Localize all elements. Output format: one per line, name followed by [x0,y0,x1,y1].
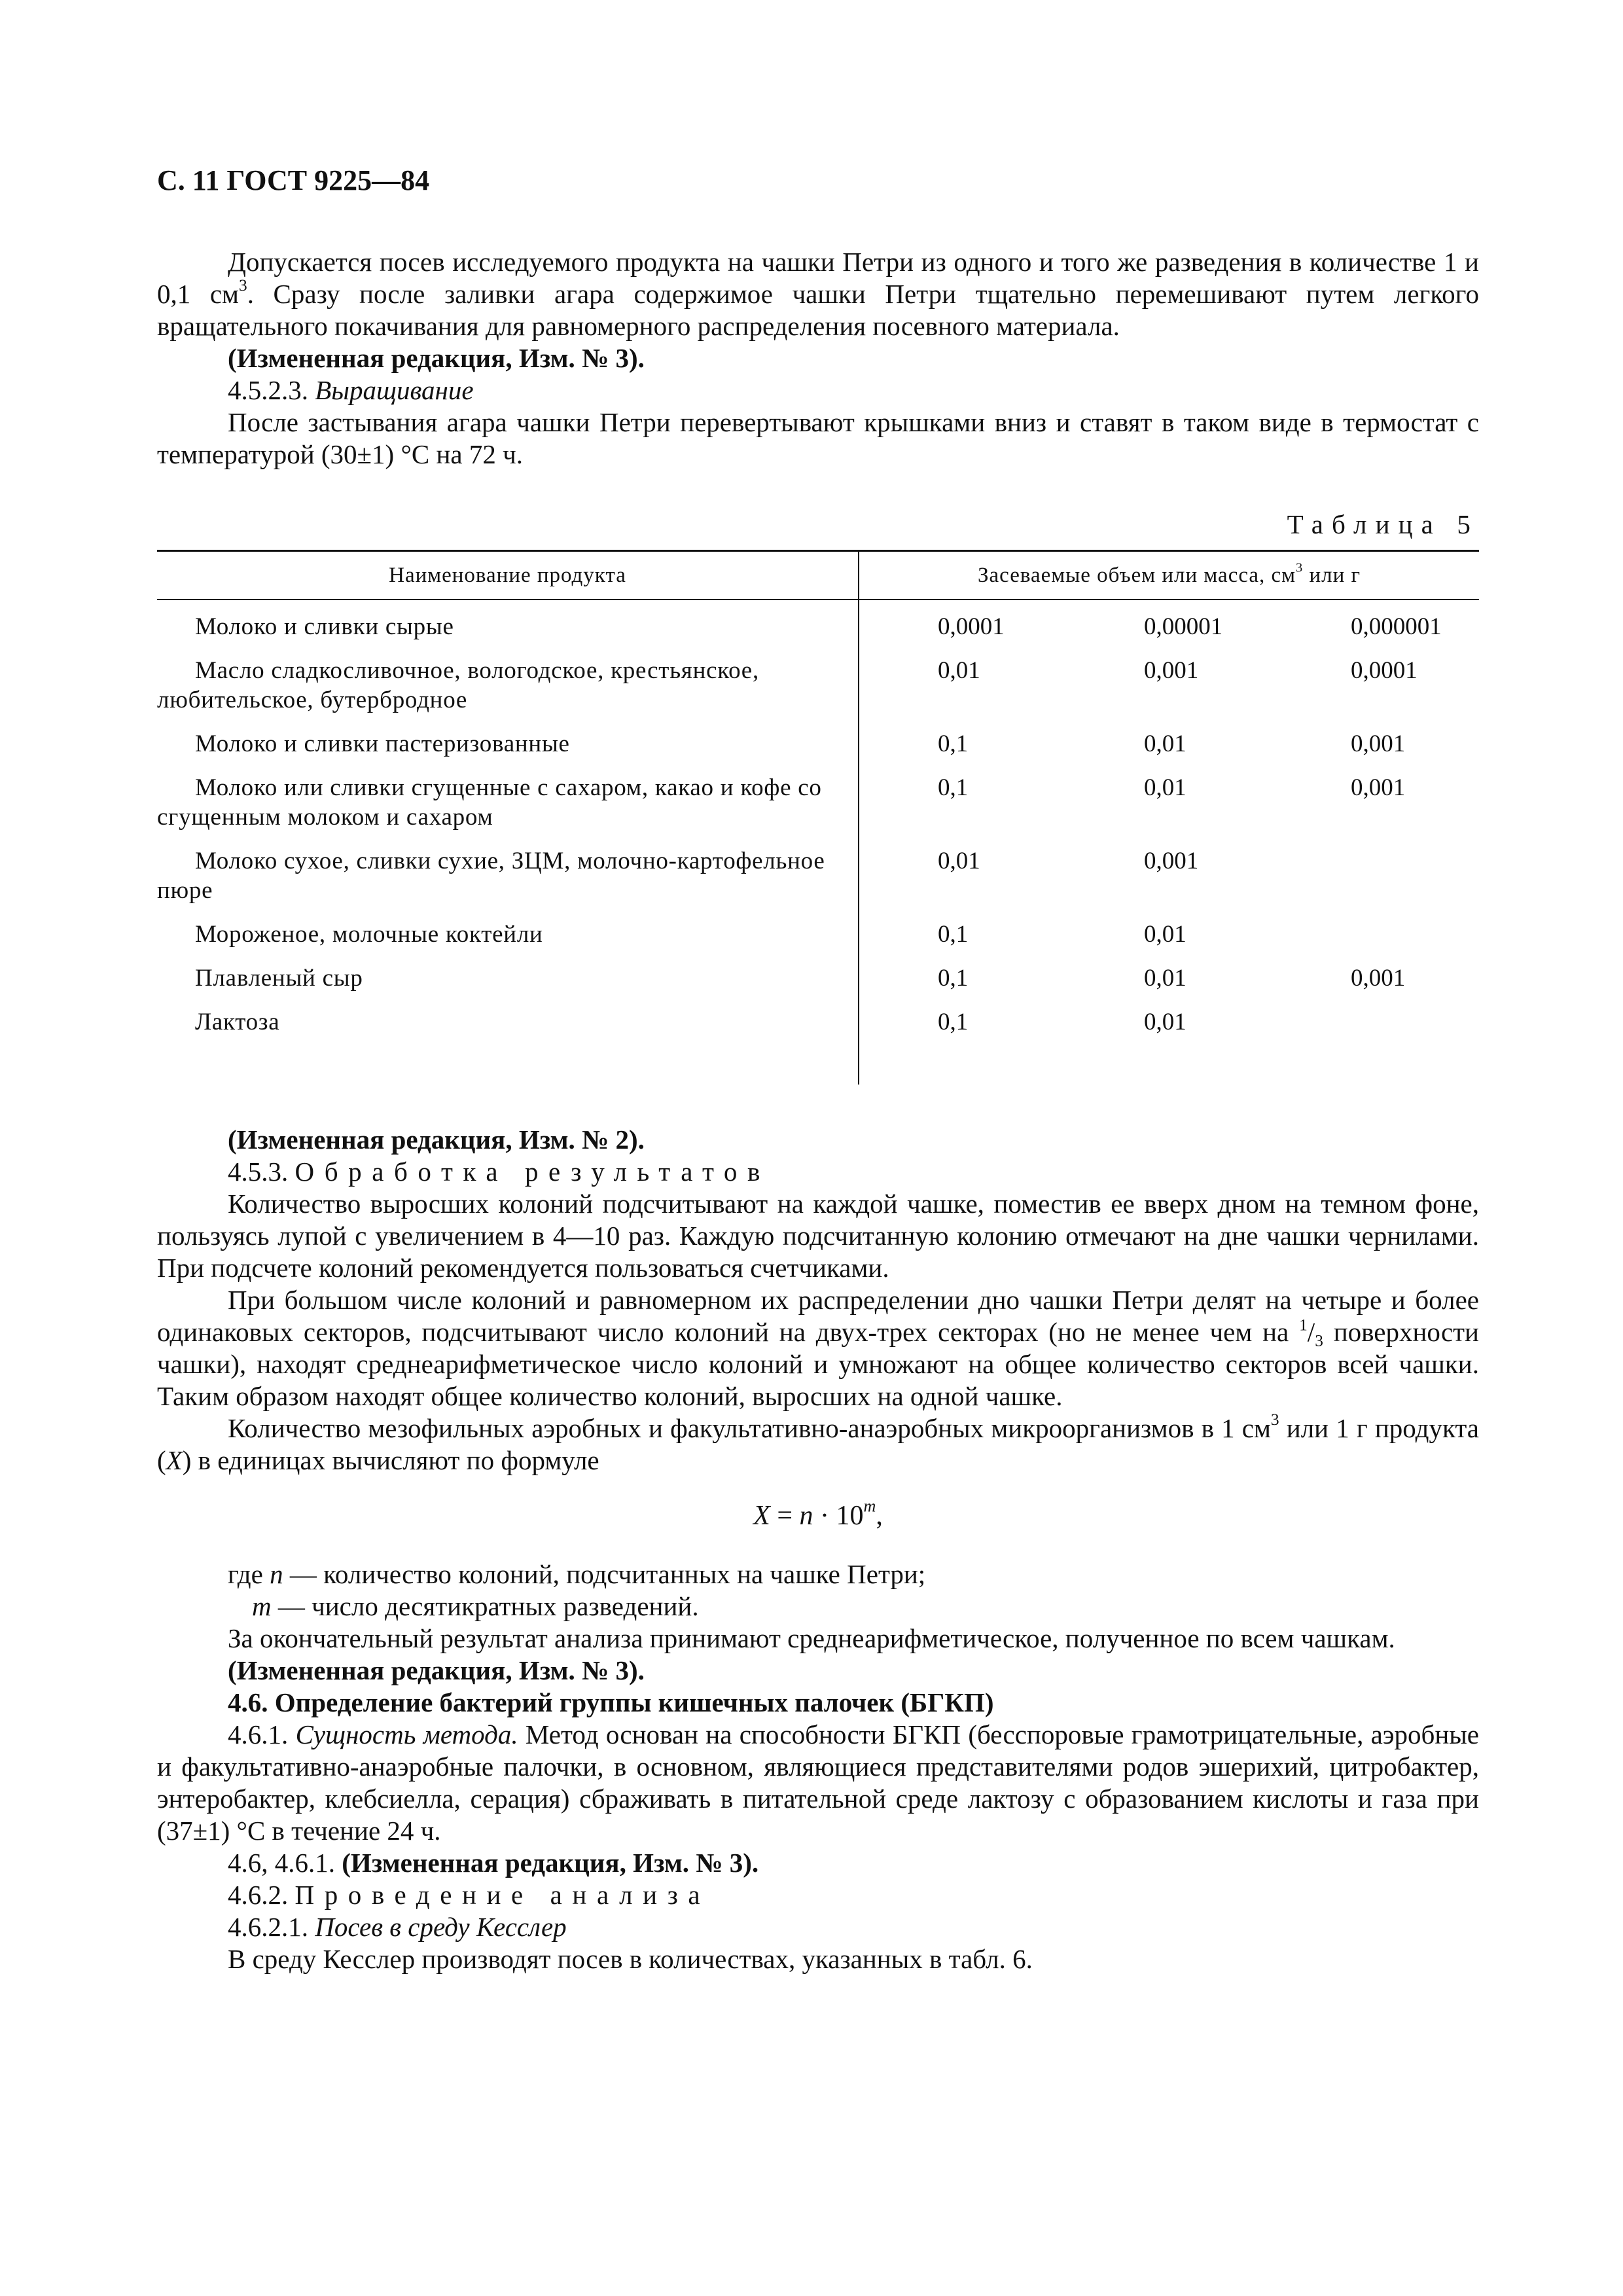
product-name: Молоко и сливки пастеризованные [195,730,570,757]
value-cell: 0,01 [938,848,980,874]
formula-legend-m: m — число десятикратных разведений. [252,1591,699,1621]
value-cell: 0,01 [1144,774,1186,801]
table-row [157,656,1479,729]
amendment-note: 4.6, 4.6.1. (Измененная редакция, Изм. № 3). [228,1848,759,1878]
section-4-5-3: 4.5.3. Обработка результатов [228,1157,770,1187]
product-name: Молоко или сливки сгущенные с сахаром, какао и кофе со сгущенным молоком и сахаром [157,774,822,831]
product-name: Масло сладкосливочное, вологодское, крестьянское, любительское, бутербродное [157,657,759,713]
product-name: Молоко сухое, сливки сухие, ЗЦМ, молочно-картофельное пюре [157,848,825,904]
document-page [157,164,1479,1975]
table-row [157,963,1479,1007]
table-row [157,773,1479,846]
product-name: Лактоза [195,1009,280,1035]
section-4-6-1: 4.6.1. Сущность метода. Метод основан на способности БГКП (бесспоровые грамотрицательные, аэробные и факультативно-анаэробные палочки, в основном, являющиеся представителями родов эшерихий, цитробактер, энтеробактер, клебсиелла, серация) сбраживать в питательной среде лактозу с образованием кислоты и газа при (37±1) °С в течение 24 ч. [157,1719,1480,1846]
value-cell: 0,1 [938,921,969,948]
value-cell: 0,1 [938,730,969,757]
paragraph-colony-count: Количество выросших колоний подсчитывают на каждой чашке, поместив ее вверх дном на темном фоне, пользуясь лупой с увеличением в 4—10 раз. Каждую подсчитанную колонию отмечают на дне чашки чернилами. При подсчете колоний рекомендуется пользоваться счетчиками. [157,1189,1479,1283]
section-4-6-2-1: 4.6.2.1. Посев в среду Кесслер [228,1912,567,1942]
amendment-note: (Измененная редакция, Изм. № 3). [228,343,645,373]
table-row [157,600,1479,656]
value-cell: 0,1 [938,1009,969,1035]
value-cell: 0,001 [1351,774,1406,801]
paragraph-sectors: При большом числе колоний и равномерном их распределении дно чашки Петри делят на четыре и более одинаковых секторов, подсчитывают число колоний на двух-трех секторах (но не менее чем на $^1$/3 поверхности чашки), находят среднеарифметическое число колоний и умножают на общее количество секторов всей чашки. Таким образом находят общее количество колоний, выросших на одной чашке. [157,1285,1479,1411]
value-cell: 0,001 [1144,848,1199,874]
paragraph-formula-intro: Количество мезофильных аэробных и факультативно-анаэробных микроорганизмов в 1 $см^3$ или 1 г продукта (X) в единицах вычисляют по формуле [157,1410,1479,1475]
section-4-5-2-3: 4.5.2.3. Выращивание [228,375,474,405]
value-cell: 0,001 [1351,965,1406,992]
value-cell: 0,1 [938,965,969,992]
paragraph-incubation: После застывания агара чашки Петри перевертывают крышками вниз и ставят в таком виде в термостат с температурой (30±1) °С на 72 ч. [157,407,1479,469]
product-name: Мороженое, молочные коктейли [195,921,543,948]
paragraph-kessler: В среду Кесслер производят посев в количествах, указанных в табл. 6. [228,1944,1033,1974]
value-cell: 0,001 [1144,657,1199,684]
value-cell: 0,1 [938,774,969,801]
value-cell: 0,000001 [1351,613,1442,640]
value-cell: 0,01 [1144,1009,1186,1035]
column-header-values: Засеваемые объем или масса, $см^3$ или г [859,551,1479,600]
amendment-note: (Измененная редакция, Изм. № 2). [228,1124,645,1155]
section-4-6-heading: 4.6. Определение бактерий группы кишечных палочек (БГКП) [228,1687,994,1717]
amendment-note: (Измененная редакция, Изм. № 3). [228,1655,645,1685]
table-header-row [157,551,1479,600]
value-cell: 0,0001 [938,613,1005,640]
table-row [157,1007,1479,1085]
table-5 [157,550,1479,1085]
product-name: Молоко и сливки сырые [195,613,454,640]
value-cell [1272,1007,1479,1085]
table-row [157,920,1479,963]
formula-legend-n: где n — количество колоний, подсчитанных на чашке Петри; [228,1559,926,1589]
value-cell: 0,01 [1144,965,1186,992]
formula: $X = n \cdot 10^m$, [753,1496,883,1531]
table-caption: Таблица 5 [1287,509,1479,539]
column-header-name: Наименование продукта [157,551,859,600]
product-name: Плавленый сыр [195,965,363,992]
value-cell: 0,00001 [1144,613,1223,640]
value-cell [1272,920,1479,963]
value-cell: 0,01 [1144,730,1186,757]
section-4-6-2: 4.6.2. Проведение анализа [228,1880,711,1910]
table-row [157,729,1479,773]
value-cell: 0,001 [1351,730,1406,757]
paragraph-final-result: За окончательный результат анализа принимают среднеарифметическое, полученное по всем чашкам. [228,1623,1395,1653]
value-cell: 0,01 [1144,921,1186,948]
value-cell: 0,01 [938,657,980,684]
paragraph-seeding: Допускается посев исследуемого продукта на чашки Петри из одного и того же разведения в количестве 1 и 0,1 $см^3$. Сразу после заливки агара содержимое чашки Петри тщательно перемешивают путем легкого вращательного покачивания для равномерного распределения посевного материала. [157,247,1479,341]
value-cell [1272,846,1479,920]
page-header: С. 11 ГОСТ 9225—84 [157,164,430,196]
table-row [157,846,1479,920]
value-cell: 0,0001 [1351,657,1418,684]
